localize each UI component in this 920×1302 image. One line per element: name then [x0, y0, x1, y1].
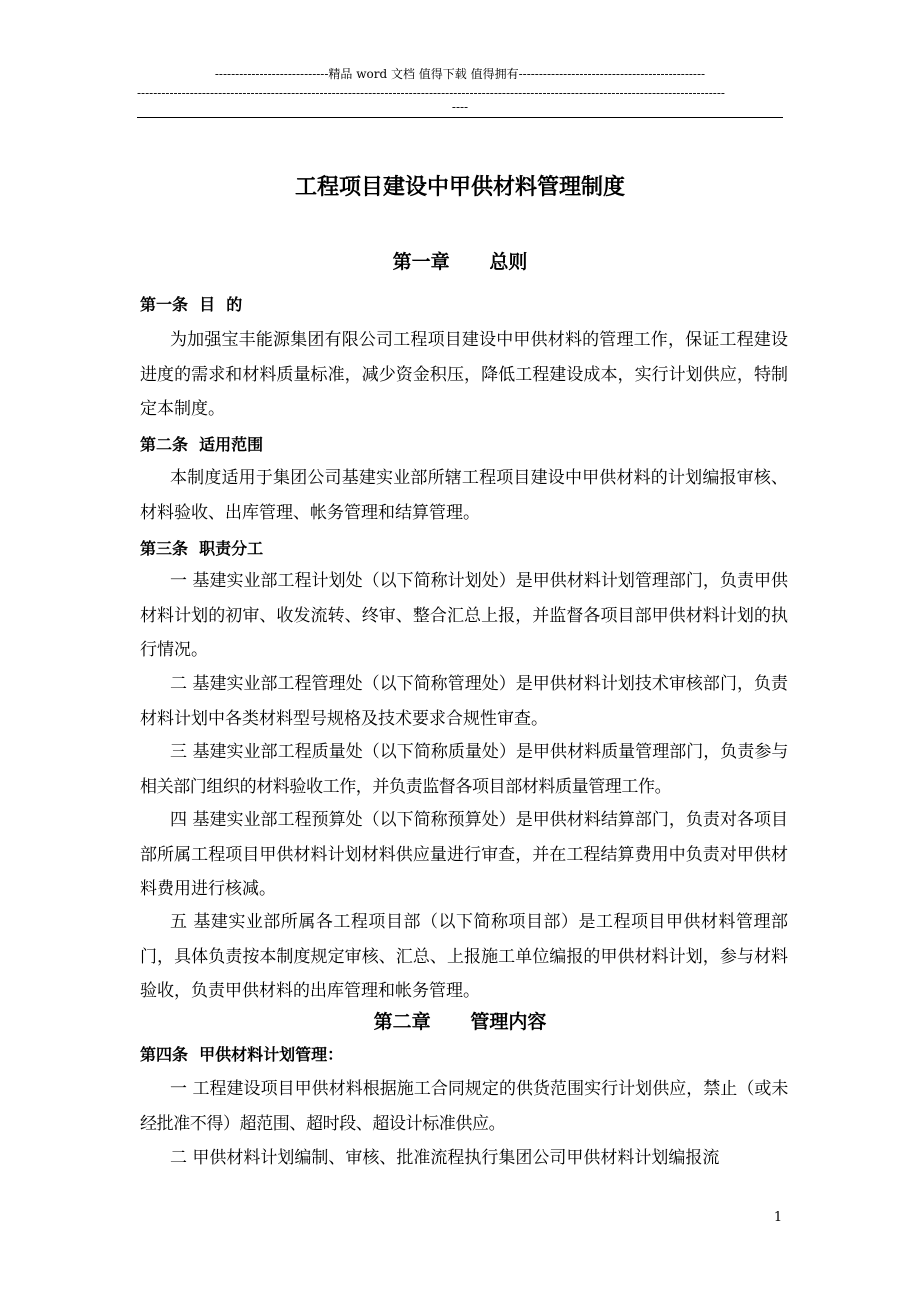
- article-3-item-5: 五 基建实业部所属各工程项目部（以下简称项目部）是工程项目甲供材料管理部门，具体负责按本制度规定审核、汇总、上报施工单位编报的甲供材料计划，参与材料验收，负责甲供材料的出库管理和帐务管理。: [140, 912, 788, 1001]
- article-1-paragraph: 为加强宝丰能源集团有限公司工程项目建设中甲供材料的管理工作，保证工程建设进度的需求和材料质量标准，减少资金积压，降低工程建设成本，实行计划供应，特制定本制度。: [140, 330, 788, 419]
- article-3-heading: 第三条 职责分工: [140, 539, 264, 558]
- page-number-text: 1: [773, 1210, 783, 1225]
- chapter-heading-1: 第一章 总则: [392, 251, 528, 273]
- header-banner: ----------------------------精品 word 文档 值得下载 值得拥有----------------------------------------------: [214, 67, 706, 81]
- article-4-item-2: 二 甲供材料计划编制、审核、批准流程执行集团公司甲供材料计划编报流: [170, 1148, 720, 1168]
- article-3-item-3: 三 基建实业部工程质量处（以下简称质量处）是甲供材料质量管理部门，负责参与相关部门组织的材料验收工作，并负责监督各项目部材料质量管理工作。: [140, 742, 788, 797]
- article-4-item-1: 一 工程建设项目甲供材料根据施工合同规定的供货范围实行计划供应，禁止（或未经批准不得）超范围、超时段、超设计标准供应。: [140, 1079, 788, 1134]
- article-3-item-2: 二 基建实业部工程管理处（以下简称管理处）是甲供材料计划技术审核部门，负责材料计划中各类材料型号规格及技术要求合规性审查。: [140, 674, 788, 729]
- article-2-paragraph: 本制度适用于集团公司基建实业部所辖工程项目建设中甲供材料的计划编报审核、材料验收、出库管理、帐务管理和结算管理。: [140, 468, 788, 523]
- header-dash-tail: ----: [451, 100, 469, 114]
- document-title: 工程项目建设中甲供材料管理制度: [294, 175, 625, 200]
- page-number: [0, 1210, 920, 1226]
- article-3-item-1: 一 基建实业部工程计划处（以下简称计划处）是甲供材料计划管理部门，负责甲供材料计划的初审、收发流转、终审、整合汇总上报，并监督各项目部甲供材料计划的执行情况。: [140, 571, 788, 660]
- article-4-heading: 第四条 甲供材料计划管理：: [140, 1045, 344, 1064]
- header-dash-line: -------------------------------------------------------------------------------------------------------------------------------------------------: [137, 86, 725, 100]
- header-rule: [137, 117, 783, 118]
- chapter-heading-2: 第二章 管理内容: [373, 1011, 547, 1033]
- article-3-item-4: 四 基建实业部工程预算处（以下简称预算处）是甲供材料结算部门，负责对各项目部所属工程项目甲供材料计划材料供应量进行审查，并在工程结算费用中负责对甲供材料费用进行核减。: [140, 810, 788, 899]
- article-2-heading: 第二条 适用范围: [140, 435, 264, 454]
- article-1-heading: 第一条 目 的: [140, 295, 243, 314]
